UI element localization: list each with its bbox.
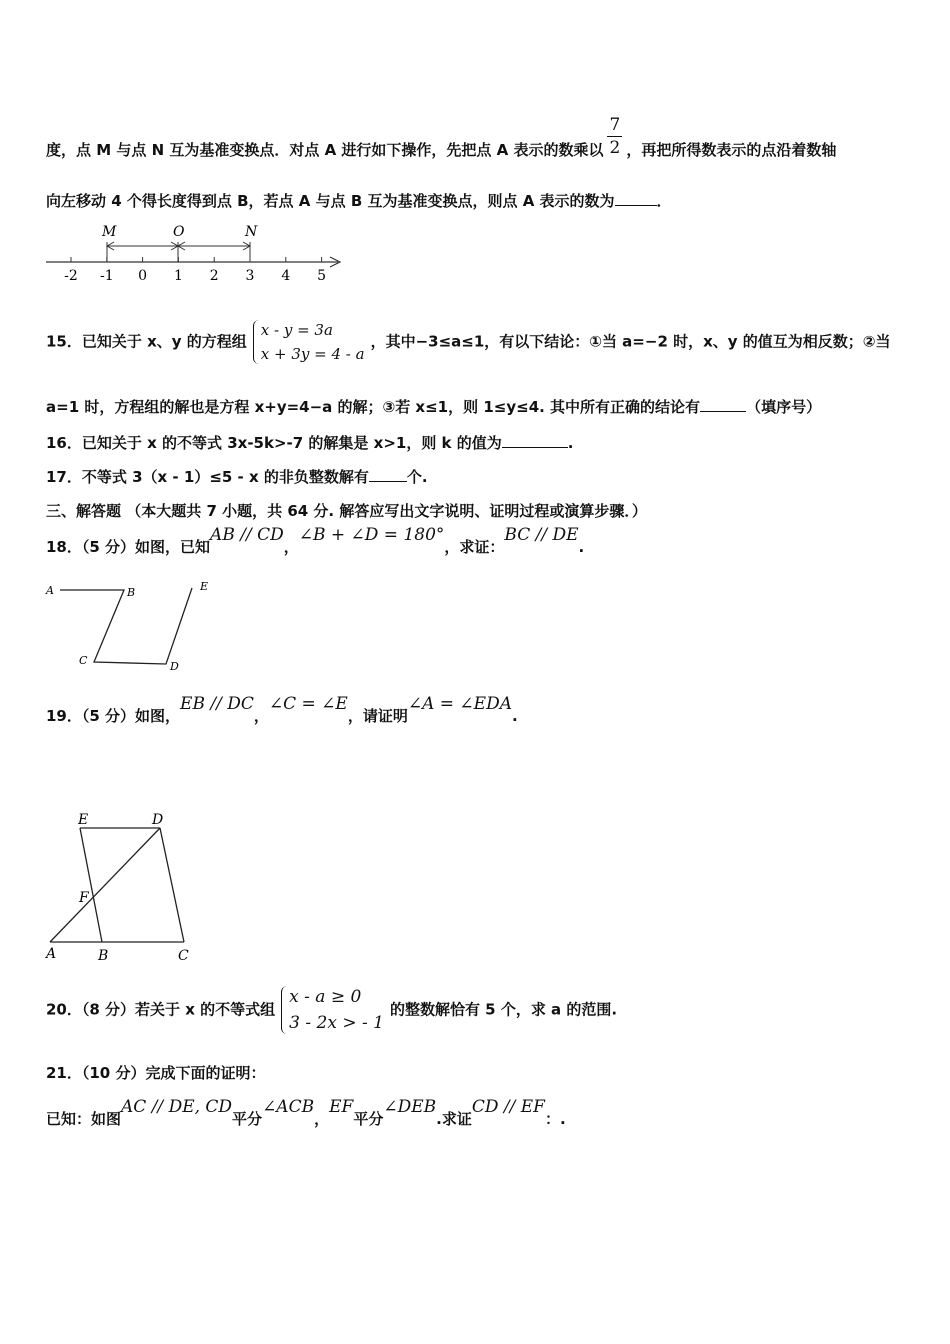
q21-pre: 已知：如图	[46, 1110, 122, 1128]
tick-label: 4	[281, 268, 291, 284]
label-o: O	[173, 224, 185, 240]
math-ac-parallel-de-cd: AC // DE, CD	[121, 1097, 233, 1117]
q16-text: 16．已知关于 x 的不等式 3x-5k>-7 的解集是 x>1，则 k 的值为	[46, 434, 502, 452]
q18-figure	[44, 578, 224, 674]
q14-line1	[46, 115, 837, 173]
tick-label: -1	[99, 268, 114, 284]
math-ab-parallel-cd: AB // CD	[210, 525, 284, 545]
answer-blank	[615, 191, 657, 206]
math-ef: EF	[329, 1097, 354, 1117]
inequality-1: x - a ≥ 0	[289, 987, 362, 1007]
q19-sep2: ，请证明	[347, 707, 408, 725]
answer-blank	[502, 433, 568, 448]
inequality-2: 3 - 2x > - 1	[289, 1013, 384, 1033]
equation-1: x - y = 3a	[260, 321, 333, 339]
label-d: D	[170, 660, 179, 673]
q18-text: 18．（5 分）如图，已知	[46, 538, 211, 556]
answer-blank	[700, 397, 746, 412]
fraction-denominator: 2	[609, 138, 621, 158]
q21-end: ：.	[544, 1110, 566, 1128]
math-bc-parallel-de: BC // DE	[504, 525, 579, 545]
q21-t3: 平分	[353, 1110, 384, 1128]
q19-end: .	[512, 707, 518, 725]
q21-line1	[46, 1062, 265, 1083]
q15-text-b: ，其中−3≤a≤1，有以下结论：①当 a=−2 时，x、y 的值互为相反数；②当	[370, 332, 891, 351]
q19-text: 19．（5 分）如图，	[46, 707, 181, 725]
q14-line2	[46, 190, 672, 211]
segment-dc	[160, 828, 184, 942]
label-c: C	[178, 948, 189, 964]
q18-sep2: ，求证：	[444, 538, 505, 556]
q15-text-c: a=1 时，方程组的解也是方程 x+y=4−a 的解；③若 x≤1，则 1≤y≤4. 其中所有正确的结论有	[46, 398, 701, 416]
q21-t2: ，	[314, 1110, 330, 1128]
q19-sep1: ，	[253, 707, 269, 725]
label-e: E	[78, 812, 89, 828]
number-line-figure	[40, 222, 350, 288]
q14-text-c: 向左移动 4 个得长度得到点 B，若点 A 与点 B 互为基准变换点，则点 A 表示的数为	[46, 192, 615, 210]
math-angle-sum: ∠B + ∠D = 180°	[298, 525, 445, 545]
q19-line	[46, 694, 518, 726]
tick-label: 2	[209, 268, 219, 284]
tick-labels	[64, 268, 326, 284]
label-d: D	[152, 812, 164, 828]
segment-ad	[50, 828, 160, 942]
math-angle-c-eq-e: ∠C = ∠E	[268, 694, 348, 714]
q21-t4: .求证	[436, 1110, 472, 1128]
label-a: A	[46, 584, 54, 597]
segment-eb	[80, 828, 102, 942]
q18-line	[46, 525, 585, 557]
label-f: F	[79, 890, 89, 906]
q15-line2	[46, 396, 821, 417]
label-e: E	[200, 580, 209, 593]
q16-end: .	[567, 434, 574, 452]
fraction-7-2	[607, 114, 622, 159]
q16-line	[46, 432, 573, 453]
fraction-numerator: 7	[609, 115, 621, 135]
tick-label: 3	[245, 268, 255, 284]
brace	[281, 986, 288, 1034]
q20-line	[46, 984, 617, 1036]
math-angle-acb: ∠ACB	[262, 1097, 315, 1117]
equation-2: x + 3y = 4 - a	[260, 345, 365, 363]
q21-t1: 平分	[232, 1110, 263, 1128]
q15-text-a: 15．已知关于 x、y 的方程组	[46, 332, 247, 351]
tick-label: -2	[64, 268, 78, 284]
section-3-text: 三、解答题 （本大题共 7 小题，共 64 分. 解答应写出文字说明、证明过程或演算步骤．）	[46, 502, 647, 520]
q19-figure	[42, 810, 202, 966]
q17-line	[46, 466, 428, 487]
math-angle-deb: ∠DEB	[383, 1097, 437, 1117]
q17-end: 个.	[406, 468, 428, 486]
q15-end: （填序号）	[746, 398, 822, 416]
inequality-system-q20	[281, 984, 384, 1036]
section-3-heading	[46, 500, 647, 521]
q15-line1	[46, 318, 890, 366]
tick-label: 1	[173, 268, 183, 284]
math-eb-parallel-dc: EB // DC	[180, 694, 254, 714]
brace	[253, 320, 260, 364]
label-m: M	[102, 224, 117, 240]
equation-system-q15	[253, 318, 365, 366]
label-n: N	[245, 224, 258, 240]
q14-text-b: ，再把所得数表示的点沿着数轴	[626, 141, 837, 159]
math-angle-a-eq-eda: ∠A = ∠EDA	[407, 694, 512, 714]
tick-label: 0	[138, 268, 148, 284]
label-b: B	[127, 586, 136, 599]
q14-text-a: 度，点 M 与点 N 互为基准变换点．对点 A 进行如下操作，先把点 A 表示的数乘以	[46, 141, 604, 159]
q21-line2	[46, 1097, 566, 1129]
q21-text: 21．（10 分）完成下面的证明：	[46, 1064, 266, 1082]
label-a: A	[46, 946, 57, 962]
q17-text: 17．不等式 3（x - 1）≤5 - x 的非负整数解有	[46, 468, 369, 486]
q18-polyline	[60, 588, 192, 664]
label-c: C	[79, 654, 88, 667]
q20-text-a: 20．（8 分）若关于 x 的不等式组	[46, 1000, 276, 1019]
q18-end: .	[578, 538, 585, 556]
math-cd-parallel-ef: CD // EF	[471, 1097, 545, 1117]
label-b: B	[98, 948, 109, 964]
tick-marks	[71, 257, 322, 262]
answer-blank	[369, 467, 407, 482]
q14-end: ．	[656, 192, 672, 210]
tick-label: 5	[317, 268, 327, 284]
q20-text-b: 的整数解恰有 5 个，求 a 的范围.	[389, 1000, 618, 1019]
q18-sep1: ，	[283, 538, 299, 556]
